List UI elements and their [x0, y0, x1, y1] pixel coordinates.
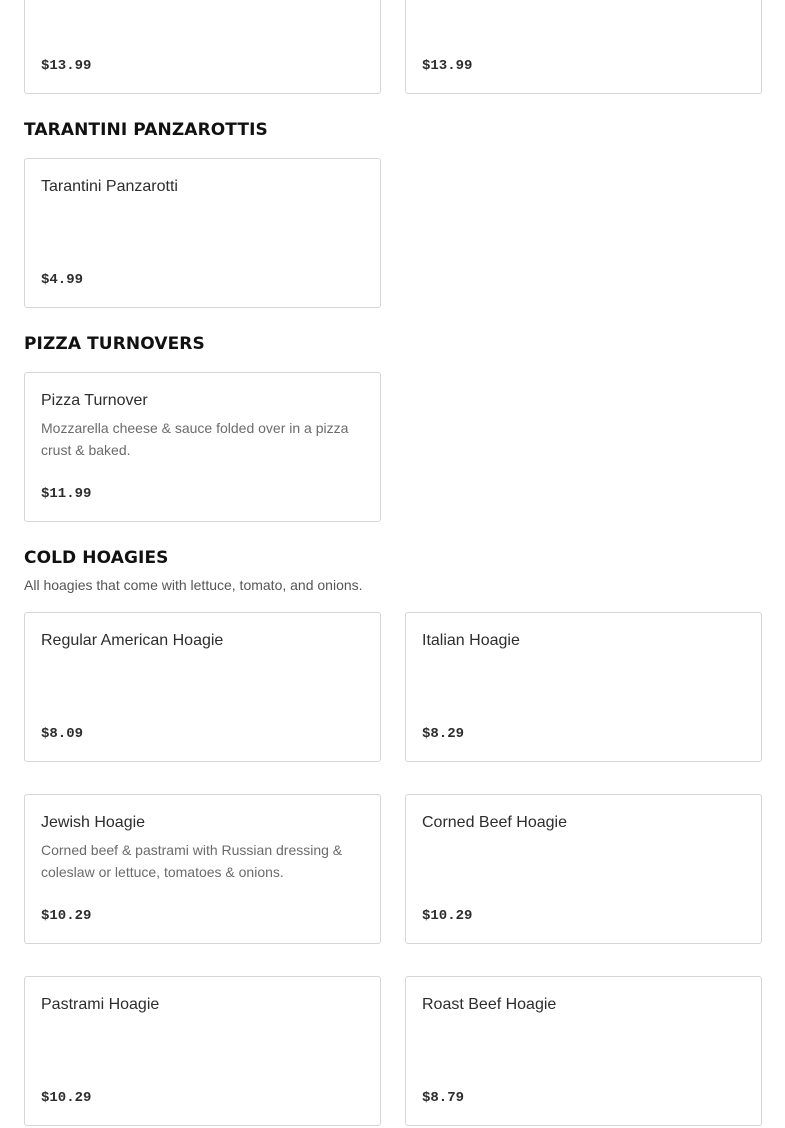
menu-item-card[interactable]: [405, 0, 762, 94]
menu-item-price: $8.29: [422, 726, 465, 742]
menu-item-card[interactable]: [24, 158, 381, 308]
menu-item-price: $10.29: [41, 908, 92, 924]
menu-item-name: Jewish Hoagie: [41, 814, 146, 831]
menu-item-description: Corned beef & pastrami with Russian dressing & coleslaw or lettuce, tomatoes & onions.: [41, 842, 343, 880]
menu-item-name: Pizza Turnover: [41, 392, 148, 409]
menu-item-name: Pastrami Hoagie: [41, 996, 160, 1013]
menu-item-name: Italian Hoagie: [422, 632, 520, 649]
menu-item-price: $10.29: [422, 908, 473, 924]
menu-item-price: $8.79: [422, 1090, 465, 1106]
menu-item-name: Corned Beef Hoagie: [422, 814, 567, 831]
menu-item-card[interactable]: [24, 612, 381, 762]
menu-item-card[interactable]: [405, 976, 762, 1126]
menu-item-description: Mozzarella cheese & sauce folded over in a pizza crust & baked.: [41, 420, 349, 458]
menu-item-price: $13.99: [422, 58, 473, 74]
section-description: All hoagies that come with lettuce, tomato, and onions.: [24, 577, 363, 593]
section-title-tarantini-panzarottis: TARANTINI PANZAROTTIS: [24, 120, 268, 140]
section-title-cold-hoagies: COLD HOAGIES: [24, 548, 169, 568]
menu-item-price: $4.99: [41, 272, 84, 288]
menu-item-name: Regular American Hoagie: [41, 632, 224, 649]
menu-item-card[interactable]: [405, 612, 762, 762]
menu-item-name: Roast Beef Hoagie: [422, 996, 557, 1013]
section-title-pizza-turnovers: PIZZA TURNOVERS: [24, 334, 205, 354]
menu-item-card[interactable]: [24, 794, 381, 944]
menu-item-card[interactable]: [405, 794, 762, 944]
menu-item-card[interactable]: [24, 0, 381, 94]
menu-item-price: $8.09: [41, 726, 84, 742]
menu-item-name: Tarantini Panzarotti: [41, 178, 178, 195]
menu-item-price: $10.29: [41, 1090, 92, 1106]
menu-item-card[interactable]: [24, 372, 381, 522]
menu-item-price: $11.99: [41, 486, 92, 502]
menu-item-card[interactable]: [24, 976, 381, 1126]
menu-item-price: $13.99: [41, 58, 92, 74]
